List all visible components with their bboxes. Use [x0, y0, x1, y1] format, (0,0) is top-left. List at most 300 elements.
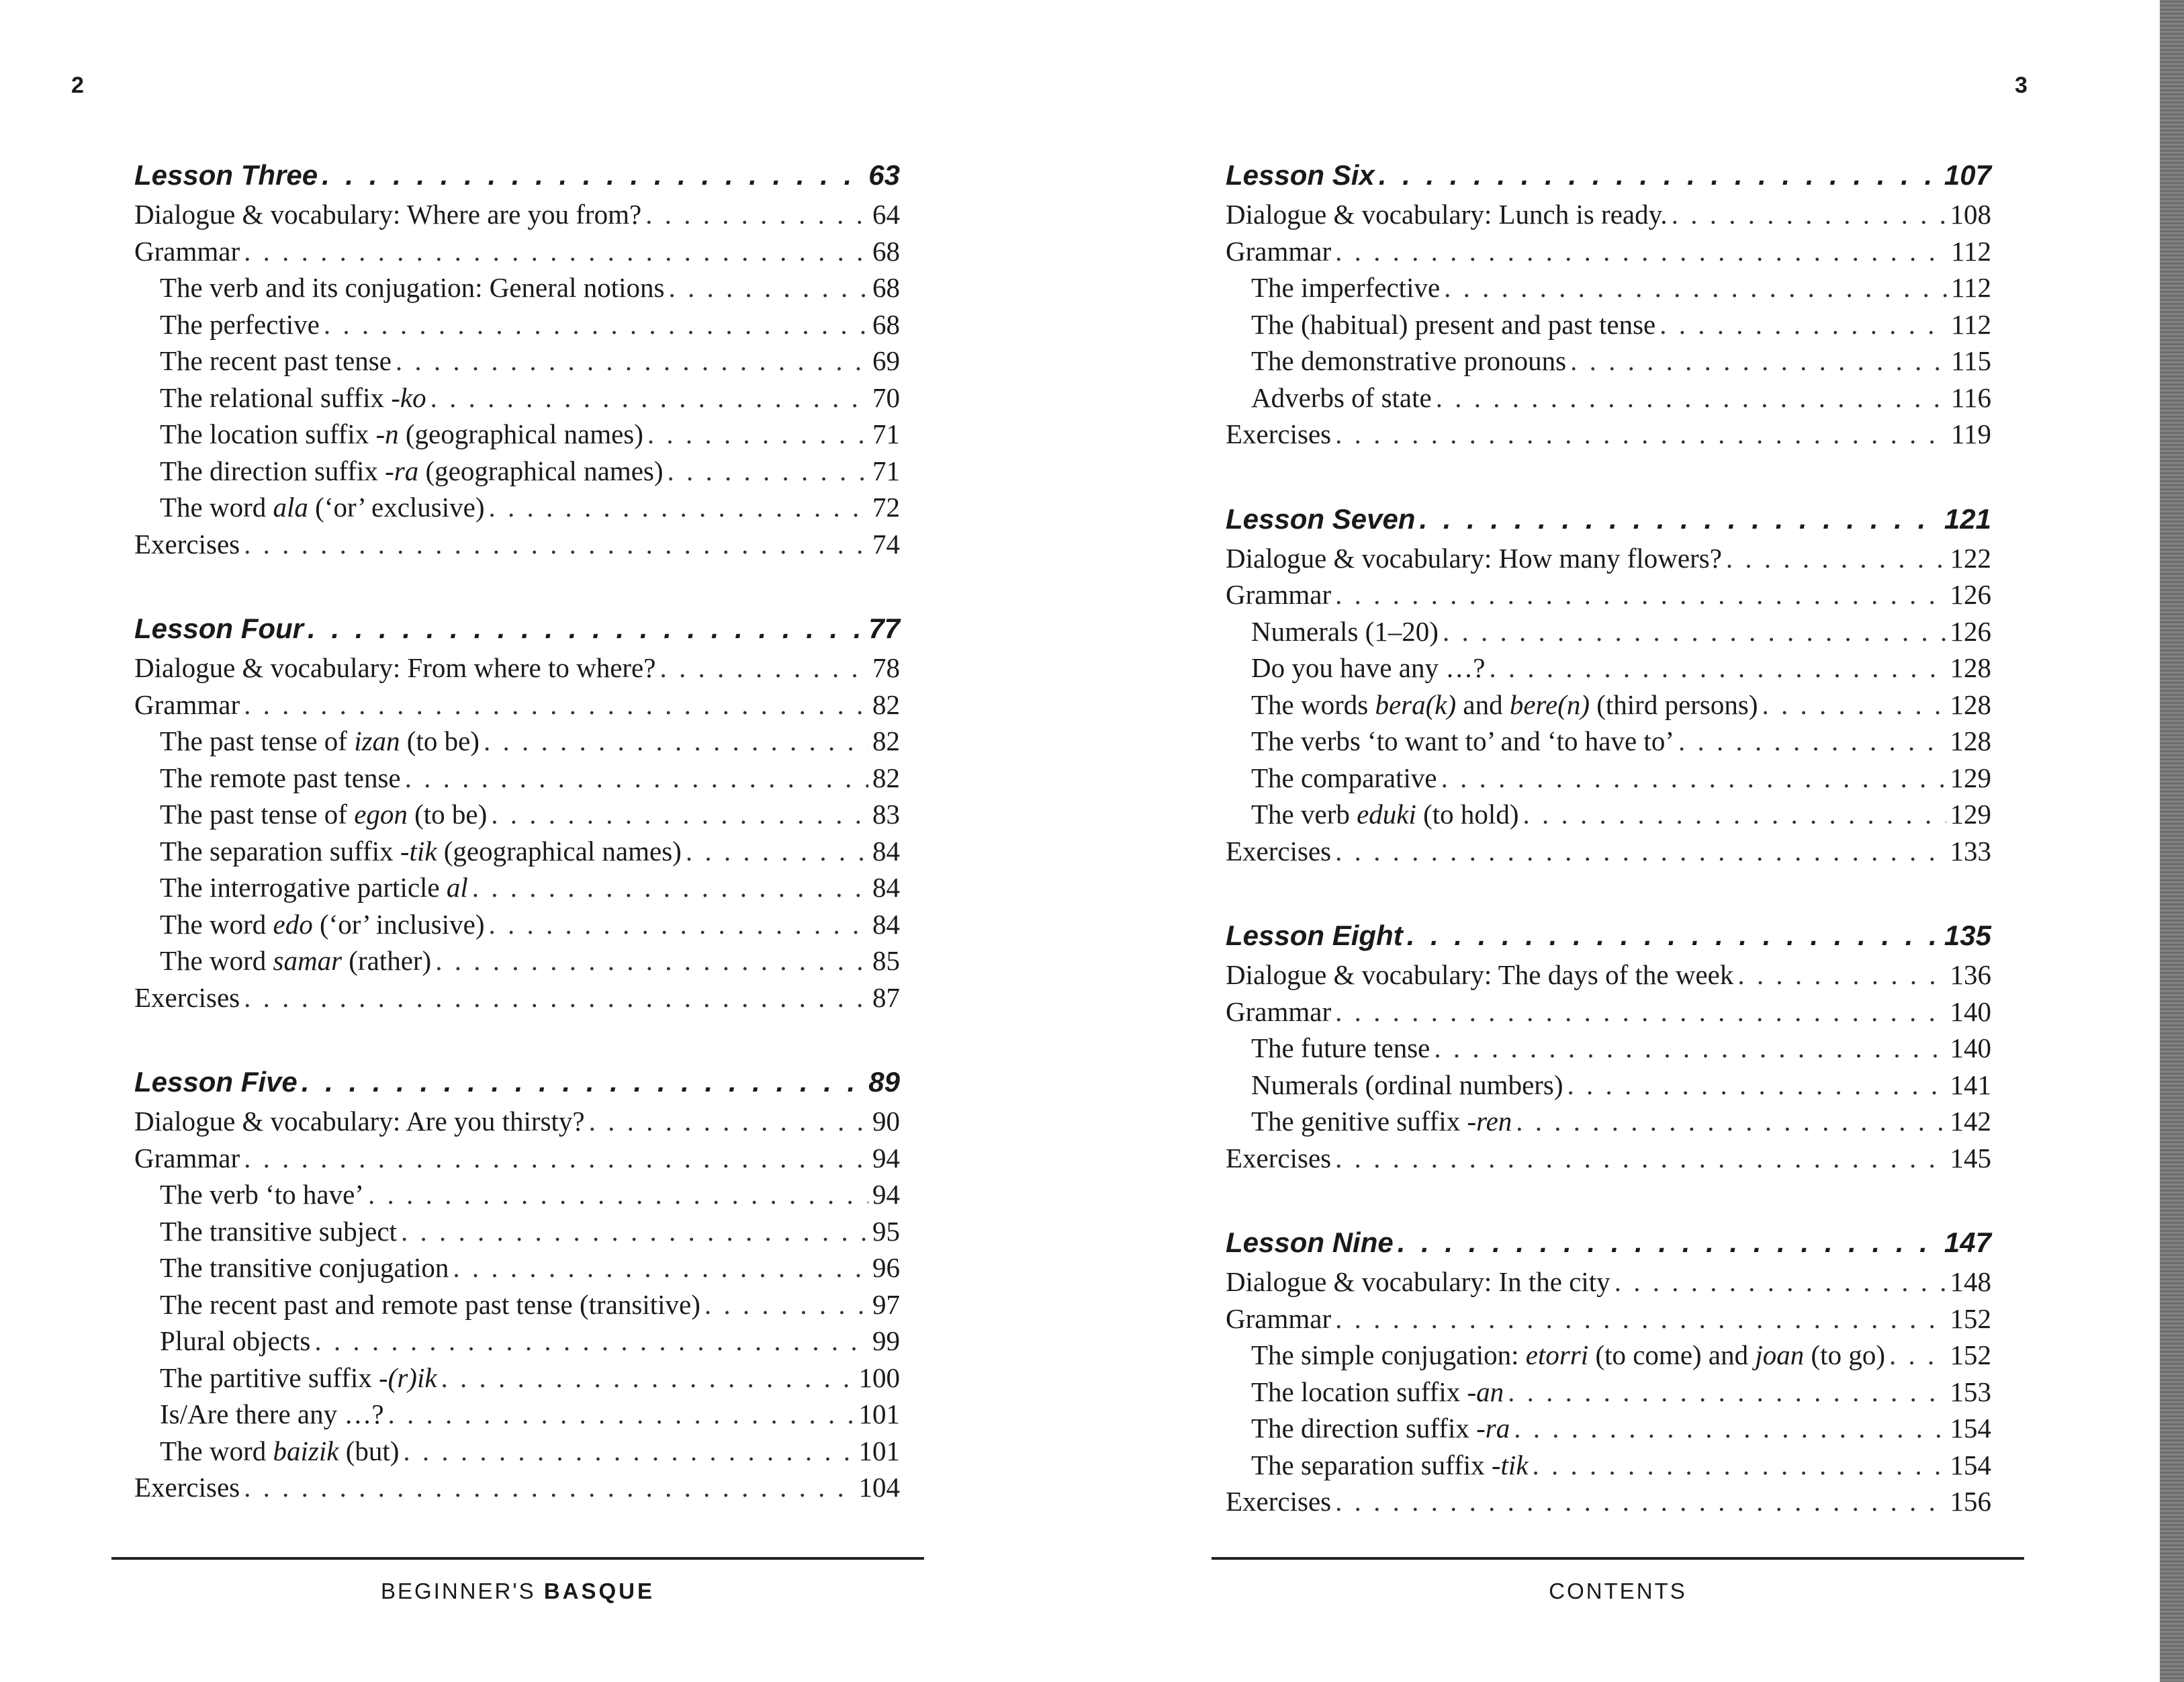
dot-leader — [1678, 723, 1946, 760]
entry-text: Is/Are there any …? — [160, 1399, 384, 1429]
toc-entry — [1226, 1140, 1991, 1177]
toc-entry — [1226, 1483, 1991, 1520]
entry-text: Exercises — [1226, 418, 1332, 449]
toc-page-number: 87 — [872, 981, 900, 1013]
toc-page-number: 84 — [872, 872, 900, 903]
toc-entry-label — [1226, 540, 1722, 577]
toc-entry — [1226, 576, 1991, 613]
toc-entry-label — [1226, 993, 1331, 1030]
toc-entry — [1226, 1264, 1991, 1300]
toc-entry-label — [134, 979, 240, 1016]
dot-leader — [1508, 1374, 1946, 1411]
entry-text: Dialogue & vocabulary: Where are you from? — [134, 199, 642, 230]
toc-entry — [1226, 1337, 1991, 1374]
dot-leader — [1444, 269, 1947, 306]
lesson-heading — [1226, 1222, 1991, 1264]
toc-entry-label — [134, 1103, 585, 1140]
lesson-section — [1226, 498, 1991, 870]
entry-text: Do you have any …? — [1251, 652, 1486, 683]
entry-text: Dialogue & vocabulary: The days of the week — [1226, 959, 1734, 990]
toc-page-number: 126 — [1950, 615, 1991, 647]
dot-leader — [244, 1140, 868, 1177]
toc-entry — [134, 1176, 900, 1213]
toc-entry-label — [160, 306, 320, 343]
entry-text: Grammar — [134, 235, 240, 267]
entry-text-after: (‘or’ inclusive) — [312, 908, 485, 940]
toc-entry-label — [134, 233, 240, 270]
entry-text: The verb and its conjugation: General notions — [160, 272, 665, 303]
toc-entry — [1226, 760, 1991, 797]
dot-leader — [244, 526, 868, 563]
entry-text: Numerals (ordinal numbers) — [1251, 1069, 1563, 1100]
entry-text: Dialogue & vocabulary: From where to where? — [134, 652, 656, 683]
entry-text: The verb — [1251, 799, 1357, 830]
dot-leader — [1762, 687, 1946, 723]
lesson-page-number: 147 — [1944, 1227, 1991, 1258]
entry-text: Grammar — [134, 689, 240, 720]
toc-entry — [134, 1323, 900, 1360]
toc-entry-label — [1226, 416, 1331, 453]
dot-leader — [491, 796, 868, 833]
entry-text: Grammar — [1226, 995, 1332, 1027]
dot-leader — [435, 942, 868, 979]
entry-text: Grammar — [1226, 579, 1332, 610]
toc-entry — [1226, 650, 1991, 687]
dot-leader — [441, 1360, 855, 1397]
entry-text: The interrogative particle — [160, 872, 447, 903]
toc-page-number: 94 — [872, 1179, 900, 1210]
toc-entry-label — [1251, 1447, 1529, 1484]
entry-text: Dialogue & vocabulary: In the city — [1226, 1266, 1610, 1297]
dot-leader — [1434, 1030, 1946, 1067]
dot-leader — [1522, 796, 1946, 833]
toc-entry — [134, 906, 900, 943]
toc-entry — [134, 1140, 900, 1177]
toc-page-number: 112 — [1951, 272, 1991, 303]
toc-entry — [134, 1286, 900, 1323]
lesson-heading — [1226, 154, 1991, 196]
toc-entry-label — [1251, 1103, 1512, 1140]
entry-text-after: (geographical names) — [437, 835, 682, 867]
entry-text: The partitive suffix — [160, 1362, 379, 1393]
toc-page-number: 153 — [1950, 1376, 1991, 1407]
dot-leader — [1335, 416, 1947, 453]
dot-leader — [1407, 915, 1940, 957]
entry-text: Grammar — [134, 1142, 240, 1174]
toc-entry — [134, 380, 900, 416]
toc-entry-label — [1226, 1483, 1331, 1520]
toc-entry — [1226, 416, 1991, 453]
entry-italic-term: bere(n) — [1509, 689, 1590, 720]
toc-page-number: 141 — [1950, 1069, 1991, 1100]
toc-entry-label — [1226, 833, 1331, 870]
toc-page-number: 69 — [872, 345, 900, 376]
entry-text: Plural objects — [160, 1325, 311, 1356]
dot-leader — [388, 1396, 855, 1433]
toc-entry-label — [160, 1213, 397, 1250]
dot-leader — [1889, 1337, 1946, 1374]
toc-entry-label — [160, 942, 431, 979]
lesson-title: Lesson Six — [1226, 159, 1375, 191]
entry-italic-term: -tik — [1491, 1449, 1529, 1480]
toc-entry-label — [1226, 233, 1331, 270]
entry-italic-term: -ra — [1476, 1413, 1510, 1444]
footer-rule — [1212, 1557, 2024, 1560]
entry-text: Exercises — [134, 981, 240, 1013]
entry-text: Exercises — [1226, 1142, 1332, 1174]
dot-leader — [1335, 833, 1946, 870]
toc-entry — [134, 233, 900, 270]
toc-entry — [134, 687, 900, 723]
dot-leader — [668, 269, 868, 306]
toc-entry-label — [160, 1396, 384, 1433]
toc-page-number: 94 — [872, 1142, 900, 1174]
entry-text-after: (‘or’ exclusive) — [308, 492, 485, 523]
toc-entry — [134, 869, 900, 906]
entry-text-after: (third persons) — [1589, 689, 1758, 720]
toc-entry — [1226, 1067, 1991, 1104]
toc-entry-label — [1251, 1410, 1510, 1447]
dot-leader — [1726, 540, 1946, 577]
dot-leader — [1659, 306, 1947, 343]
lesson-heading — [134, 1061, 900, 1103]
entry-italic-term: etorri — [1525, 1339, 1589, 1370]
toc-page-number: 82 — [872, 689, 900, 720]
entry-text: The words — [1251, 689, 1375, 720]
toc-entry — [1226, 957, 1991, 993]
toc-entry-label — [134, 1140, 240, 1177]
toc-entry-label — [1251, 380, 1432, 416]
lesson-page-number: 121 — [1944, 502, 1991, 535]
toc-page-number: 90 — [872, 1106, 900, 1137]
table-of-contents — [134, 154, 900, 1552]
entry-italic-term: edo — [273, 908, 313, 940]
entry-text: The recent past tense — [160, 345, 392, 376]
toc-page-number: 154 — [1950, 1413, 1991, 1444]
entry-italic-term: -(r)ik — [379, 1362, 437, 1393]
entry-text: The past tense of — [160, 725, 355, 756]
toc-page-number: 140 — [1950, 995, 1991, 1027]
entry-text-after: (to be) — [407, 799, 488, 830]
toc-entry-label — [160, 723, 480, 760]
dot-leader — [1379, 154, 1940, 196]
dot-leader — [704, 1286, 868, 1323]
lesson-section — [134, 608, 900, 1016]
toc-entry-label — [160, 416, 643, 453]
entry-text: The past tense of — [160, 799, 355, 830]
lesson-title: Lesson Four — [134, 613, 304, 644]
entry-text: The location suffix — [1251, 1376, 1467, 1407]
toc-page-number: 100 — [858, 1362, 900, 1393]
toc-page-number: 122 — [1950, 542, 1991, 574]
toc-entry-label — [160, 1323, 310, 1360]
toc-entry — [1226, 1300, 1991, 1337]
toc-entry-label — [1251, 1337, 1885, 1374]
toc-entry — [134, 1360, 900, 1397]
toc-entry-label — [160, 453, 664, 490]
dot-leader — [1335, 576, 1946, 613]
dot-leader — [1335, 1300, 1946, 1337]
dot-leader — [668, 453, 868, 490]
dot-leader — [1443, 613, 1946, 650]
dot-leader — [314, 1323, 868, 1360]
entry-italic-term: -ra — [385, 455, 419, 486]
dot-leader — [401, 1213, 868, 1250]
toc-entry — [1226, 380, 1991, 416]
toc-page-number: 83 — [872, 799, 900, 830]
toc-entry — [134, 833, 900, 870]
dot-leader — [1514, 1410, 1946, 1447]
toc-entry — [1226, 796, 1991, 833]
dot-leader — [489, 906, 869, 943]
toc-page-number: 72 — [872, 492, 900, 523]
toc-entry — [134, 196, 900, 233]
toc-entry — [134, 1469, 900, 1506]
toc-page-number: 68 — [872, 235, 900, 267]
toc-entry — [134, 942, 900, 979]
lesson-page-number: 77 — [868, 613, 900, 644]
lesson-heading — [1226, 498, 1991, 540]
toc-page-number: 154 — [1950, 1449, 1991, 1480]
toc-entry-label — [1251, 343, 1566, 380]
dot-leader — [244, 979, 868, 1016]
dot-leader — [686, 833, 868, 870]
lesson-heading — [134, 154, 900, 196]
toc-page-number: 84 — [872, 908, 900, 940]
entry-italic-term: egon — [354, 799, 408, 830]
toc-page-number: 142 — [1950, 1106, 1991, 1137]
dot-leader — [403, 1433, 854, 1470]
entry-text: The transitive subject — [160, 1215, 397, 1247]
dot-leader — [1335, 1483, 1946, 1520]
dot-leader — [1516, 1103, 1946, 1140]
toc-entry — [1226, 1447, 1991, 1484]
toc-entry-label — [160, 1360, 437, 1397]
toc-page-number: 97 — [872, 1288, 900, 1320]
entry-text: Exercises — [1226, 1486, 1332, 1517]
toc-page-number: 104 — [858, 1472, 900, 1503]
toc-entry-label — [134, 196, 641, 233]
footer-rule — [111, 1557, 924, 1560]
toc-entry-label — [1251, 650, 1485, 687]
entry-text: The separation suffix — [1251, 1449, 1492, 1480]
entry-italic-term: baizik — [273, 1435, 339, 1466]
toc-entry — [1226, 723, 1991, 760]
toc-entry — [1226, 833, 1991, 870]
toc-page-number: 156 — [1950, 1486, 1991, 1517]
lesson-page-number: 135 — [1944, 920, 1991, 951]
entry-text: The direction suffix — [160, 455, 385, 486]
toc-entry-label — [1226, 1264, 1610, 1300]
toc-page-number: 64 — [872, 199, 900, 230]
toc-entry — [134, 1249, 900, 1286]
toc-page-number: 85 — [872, 945, 900, 976]
entry-text: The imperfective — [1251, 272, 1441, 303]
entry-text-after: (geographical names) — [418, 455, 664, 486]
lesson-title: Lesson Nine — [1226, 1227, 1394, 1258]
entry-italic-term: -n — [375, 418, 399, 449]
toc-page-number: 95 — [872, 1215, 900, 1247]
entry-text: The future tense — [1251, 1032, 1430, 1063]
entry-text: The perfective — [160, 308, 320, 340]
page-number: 2 — [71, 73, 84, 98]
toc-entry — [1226, 613, 1991, 650]
toc-entry-label — [160, 1176, 364, 1213]
entry-italic-term: -an — [1467, 1376, 1504, 1407]
dot-leader — [1489, 650, 1946, 687]
entry-text-after: (to go) — [1804, 1339, 1885, 1370]
dot-leader — [1335, 1140, 1946, 1177]
toc-entry-label — [160, 1433, 399, 1470]
toc-entry-label — [134, 650, 655, 687]
toc-entry — [134, 1433, 900, 1470]
toc-entry — [134, 489, 900, 526]
toc-entry-label — [1251, 1374, 1504, 1411]
toc-page-number: 133 — [1950, 835, 1991, 867]
toc-entry-label — [1226, 196, 1668, 233]
toc-page-number: 71 — [872, 418, 900, 449]
toc-entry-label — [1251, 269, 1440, 306]
entry-text: The location suffix — [160, 418, 376, 449]
toc-entry — [1226, 196, 1991, 233]
dot-leader — [244, 687, 868, 723]
toc-page-number: 78 — [872, 652, 900, 683]
toc-page-number: 152 — [1950, 1339, 1991, 1370]
toc-entry-label — [160, 833, 682, 870]
toc-page-number: 152 — [1950, 1302, 1991, 1334]
dot-leader — [1737, 957, 1946, 993]
entry-text: The verbs ‘to want to’ and ‘to have to’ — [1251, 725, 1674, 756]
toc-page-number: 128 — [1950, 652, 1991, 683]
toc-page-number: 108 — [1950, 199, 1991, 230]
footer-title-emphasis: BASQUE — [543, 1579, 655, 1603]
toc-entry — [1226, 1030, 1991, 1067]
toc-entry-label — [1251, 613, 1439, 650]
toc-entry-label — [1226, 576, 1331, 613]
toc-page-number: 128 — [1950, 725, 1991, 756]
entry-text-after: and — [1456, 689, 1510, 720]
lesson-page-number: 107 — [1944, 159, 1991, 191]
entry-text-after: (to be) — [400, 725, 480, 756]
entry-text: The separation suffix — [160, 835, 400, 867]
toc-page-number: 68 — [872, 308, 900, 340]
toc-entry — [134, 1396, 900, 1433]
toc-entry-label — [1251, 723, 1674, 760]
dot-leader — [659, 650, 868, 687]
dot-leader — [453, 1249, 868, 1286]
entry-text: Exercises — [134, 1472, 240, 1503]
dot-leader — [1570, 343, 1947, 380]
toc-page-number: 82 — [872, 762, 900, 793]
entry-italic-term: ala — [273, 492, 308, 523]
toc-entry — [1226, 306, 1991, 343]
dot-leader — [1419, 498, 1940, 540]
toc-entry-label — [160, 869, 468, 906]
toc-page-number: 129 — [1950, 762, 1991, 793]
toc-entry-label — [160, 906, 485, 943]
lesson-section — [134, 1061, 900, 1506]
entry-italic-term: al — [446, 872, 468, 903]
toc-entry — [134, 796, 900, 833]
entry-text-after: (to come) and — [1588, 1339, 1756, 1370]
running-footer: CONTENTS — [1549, 1579, 1687, 1603]
page-number: 3 — [2015, 73, 2028, 98]
entry-italic-term: bera(k) — [1375, 689, 1457, 720]
entry-text: The (habitual) present and past tense — [1251, 308, 1656, 340]
toc-entry-label — [1251, 1067, 1563, 1104]
toc-page-number: 101 — [858, 1435, 900, 1466]
entry-text: The transitive conjugation — [160, 1252, 449, 1283]
toc-entry — [134, 343, 900, 380]
dot-leader — [308, 608, 864, 650]
footer-title-prefix: BEGINNER'S — [380, 1579, 544, 1603]
entry-italic-term: -tik — [400, 835, 437, 867]
dot-leader — [489, 489, 869, 526]
toc-entry-label — [1251, 760, 1437, 797]
toc-entry — [134, 526, 900, 563]
lesson-section — [1226, 1222, 1991, 1520]
toc-entry-label — [160, 489, 485, 526]
entry-text: Exercises — [1226, 835, 1332, 867]
lesson-heading — [134, 608, 900, 650]
entry-italic-term: eduki — [1357, 799, 1416, 830]
toc-page-number: 99 — [872, 1325, 900, 1356]
entry-text: The remote past tense — [160, 762, 401, 793]
toc-page-number: 116 — [1951, 382, 1991, 413]
entry-text: Dialogue & vocabulary: Lunch is ready. — [1226, 199, 1668, 230]
entry-italic-term: joan — [1755, 1339, 1805, 1370]
toc-entry — [1226, 540, 1991, 577]
dot-leader — [484, 723, 868, 760]
toc-entry-label — [160, 343, 392, 380]
toc-entry — [134, 453, 900, 490]
toc-entry — [1226, 233, 1991, 270]
toc-entry-label — [134, 687, 240, 723]
lesson-section — [134, 154, 900, 562]
table-of-contents — [1226, 154, 1991, 1566]
toc-page-number: 82 — [872, 725, 900, 756]
lesson-title: Lesson Eight — [1226, 920, 1403, 951]
entry-text: Numerals (1–20) — [1251, 615, 1439, 647]
toc-entry — [134, 416, 900, 453]
dot-leader — [589, 1103, 868, 1140]
entry-text: Adverbs of state — [1251, 382, 1432, 413]
toc-page-number: 84 — [872, 835, 900, 867]
entry-text: The genitive suffix — [1251, 1106, 1467, 1137]
dot-leader — [647, 416, 868, 453]
toc-entry — [134, 979, 900, 1016]
entry-text: The direction suffix — [1251, 1413, 1477, 1444]
toc-page-number: 71 — [872, 455, 900, 486]
toc-entry — [134, 1213, 900, 1250]
dot-leader — [1533, 1447, 1946, 1484]
entry-text-after: (geographical names) — [398, 418, 643, 449]
toc-entry-label — [1251, 1030, 1430, 1067]
toc-entry-label — [160, 269, 664, 306]
book-spine-edge — [2160, 0, 2184, 1682]
entry-text: The relational suffix — [160, 382, 392, 413]
entry-text-after: (to hold) — [1416, 799, 1519, 830]
lesson-heading — [1226, 915, 1991, 957]
toc-entry-label — [1226, 957, 1733, 993]
toc-entry — [1226, 687, 1991, 723]
dot-leader — [1335, 233, 1947, 270]
dot-leader — [1567, 1067, 1946, 1104]
dot-leader — [1335, 993, 1946, 1030]
toc-entry — [1226, 269, 1991, 306]
toc-page-number: 112 — [1951, 235, 1991, 267]
toc-page-number: 148 — [1950, 1266, 1991, 1297]
